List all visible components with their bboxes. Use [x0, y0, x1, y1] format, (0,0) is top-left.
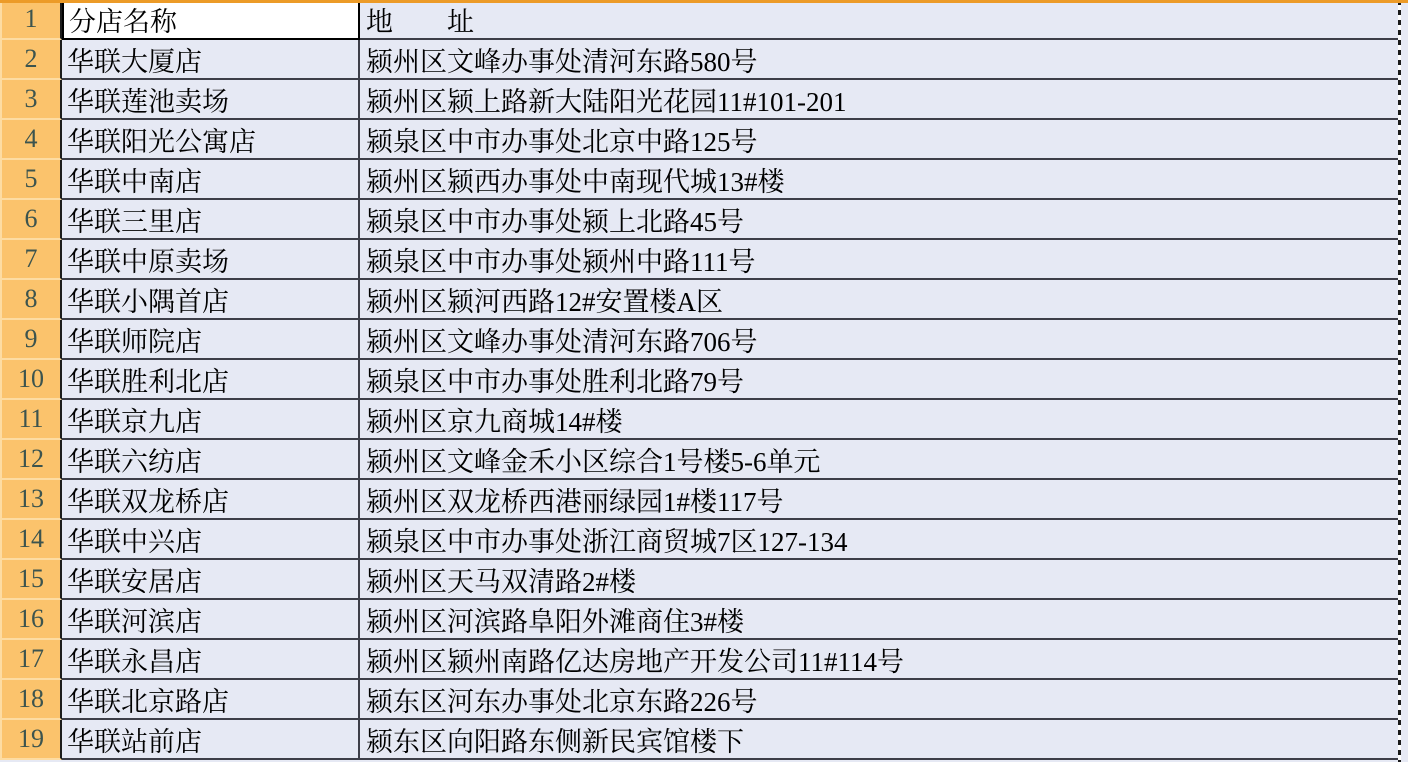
- table-row: [0, 160, 1408, 200]
- table-row: [0, 200, 1408, 240]
- branch-name-cell[interactable]: 华联大厦店: [62, 40, 360, 80]
- branch-name-cell[interactable]: 华联六纺店: [62, 440, 360, 480]
- branch-name-cell[interactable]: 华联师院店: [62, 320, 360, 360]
- row-header[interactable]: 10: [0, 360, 62, 400]
- address-cell[interactable]: 颍州区京九商城14#楼: [360, 400, 1400, 440]
- row-header[interactable]: 14: [0, 520, 62, 560]
- address-cell[interactable]: 颍州区河滨路阜阳外滩商住3#楼: [360, 600, 1400, 640]
- address-cell[interactable]: 颍州区颍州南路亿达房地产开发公司11#114号: [360, 640, 1400, 680]
- branch-name-cell[interactable]: 华联中原卖场: [62, 240, 360, 280]
- row-header[interactable]: 9: [0, 320, 62, 360]
- row-header[interactable]: 2: [0, 40, 62, 80]
- table-row: [0, 320, 1408, 360]
- row-header[interactable]: 17: [0, 640, 62, 680]
- branch-name-cell[interactable]: 华联胜利北店: [62, 360, 360, 400]
- branch-name-cell[interactable]: 华联河滨店: [62, 600, 360, 640]
- top-edge-strip: [0, 0, 1408, 3]
- address-cell[interactable]: 颍东区河东办事处北京东路226号: [360, 680, 1400, 720]
- table-row: [0, 480, 1408, 520]
- table-row: [0, 120, 1408, 160]
- address-cell[interactable]: 颍州区颍河西路12#安置楼A区: [360, 280, 1400, 320]
- table-row: [0, 440, 1408, 480]
- address-cell[interactable]: 颍泉区中市办事处胜利北路79号: [360, 360, 1400, 400]
- page-break-dashed-line: [1398, 0, 1401, 762]
- row-header[interactable]: 11: [0, 400, 62, 440]
- address-cell[interactable]: 颍州区颍西办事处中南现代城13#楼: [360, 160, 1400, 200]
- table-row: [0, 80, 1408, 120]
- address-cell[interactable]: 颍州区颍上路新大陆阳光花园11#101-201: [360, 80, 1400, 120]
- right-margin-strip: [1401, 0, 1408, 762]
- header-cell-branch-name[interactable]: 分店名称: [62, 0, 360, 40]
- table-row: [0, 640, 1408, 680]
- table-row: [0, 360, 1408, 400]
- table-row: [0, 280, 1408, 320]
- branch-name-cell[interactable]: 华联莲池卖场: [62, 80, 360, 120]
- table-header-row: [0, 0, 1408, 40]
- address-cell[interactable]: 颍泉区中市办事处北京中路125号: [360, 120, 1400, 160]
- address-cell[interactable]: 颍泉区中市办事处颍州中路111号: [360, 240, 1400, 280]
- address-cell[interactable]: 颍州区文峰办事处清河东路706号: [360, 320, 1400, 360]
- row-header[interactable]: 4: [0, 120, 62, 160]
- table-row: [0, 560, 1408, 600]
- row-header[interactable]: 7: [0, 240, 62, 280]
- branch-name-cell[interactable]: 华联小隅首店: [62, 280, 360, 320]
- row-header[interactable]: 1: [0, 0, 62, 40]
- address-cell[interactable]: 颍东区向阳路东侧新民宾馆楼下: [360, 720, 1400, 760]
- table-row: [0, 680, 1408, 720]
- address-cell[interactable]: 颍泉区中市办事处浙江商贸城7区127-134: [360, 520, 1400, 560]
- address-cell[interactable]: 颍州区双龙桥西港丽绿园1#楼117号: [360, 480, 1400, 520]
- address-cell[interactable]: 颍州区天马双清路2#楼: [360, 560, 1400, 600]
- row-header[interactable]: 16: [0, 600, 62, 640]
- table-row: [0, 240, 1408, 280]
- branch-name-cell[interactable]: 华联三里店: [62, 200, 360, 240]
- row-header[interactable]: 8: [0, 280, 62, 320]
- row-header[interactable]: 18: [0, 680, 62, 720]
- row-header[interactable]: 3: [0, 80, 62, 120]
- branch-name-cell[interactable]: 华联京九店: [62, 400, 360, 440]
- row-header[interactable]: 6: [0, 200, 62, 240]
- table-row: [0, 40, 1408, 80]
- branch-name-cell[interactable]: 华联阳光公寓店: [62, 120, 360, 160]
- branch-name-cell[interactable]: 华联安居店: [62, 560, 360, 600]
- address-cell[interactable]: 颍泉区中市办事处颍上北路45号: [360, 200, 1400, 240]
- address-cell[interactable]: 颍州区文峰金禾小区综合1号楼5-6单元: [360, 440, 1400, 480]
- branch-name-cell[interactable]: 华联中兴店: [62, 520, 360, 560]
- row-header[interactable]: 12: [0, 440, 62, 480]
- table-row: [0, 720, 1408, 760]
- branch-name-cell[interactable]: 华联北京路店: [62, 680, 360, 720]
- branch-name-cell[interactable]: 华联站前店: [62, 720, 360, 760]
- address-cell[interactable]: 颍州区文峰办事处清河东路580号: [360, 40, 1400, 80]
- table-row: [0, 520, 1408, 560]
- table-row: [0, 600, 1408, 640]
- branch-name-cell[interactable]: 华联双龙桥店: [62, 480, 360, 520]
- table-row: [0, 400, 1408, 440]
- row-header[interactable]: 5: [0, 160, 62, 200]
- row-header[interactable]: 15: [0, 560, 62, 600]
- branch-name-cell[interactable]: 华联永昌店: [62, 640, 360, 680]
- header-cell-address[interactable]: 地 址: [360, 0, 1400, 40]
- row-header[interactable]: 19: [0, 720, 62, 760]
- branch-name-cell[interactable]: 华联中南店: [62, 160, 360, 200]
- row-header[interactable]: 13: [0, 480, 62, 520]
